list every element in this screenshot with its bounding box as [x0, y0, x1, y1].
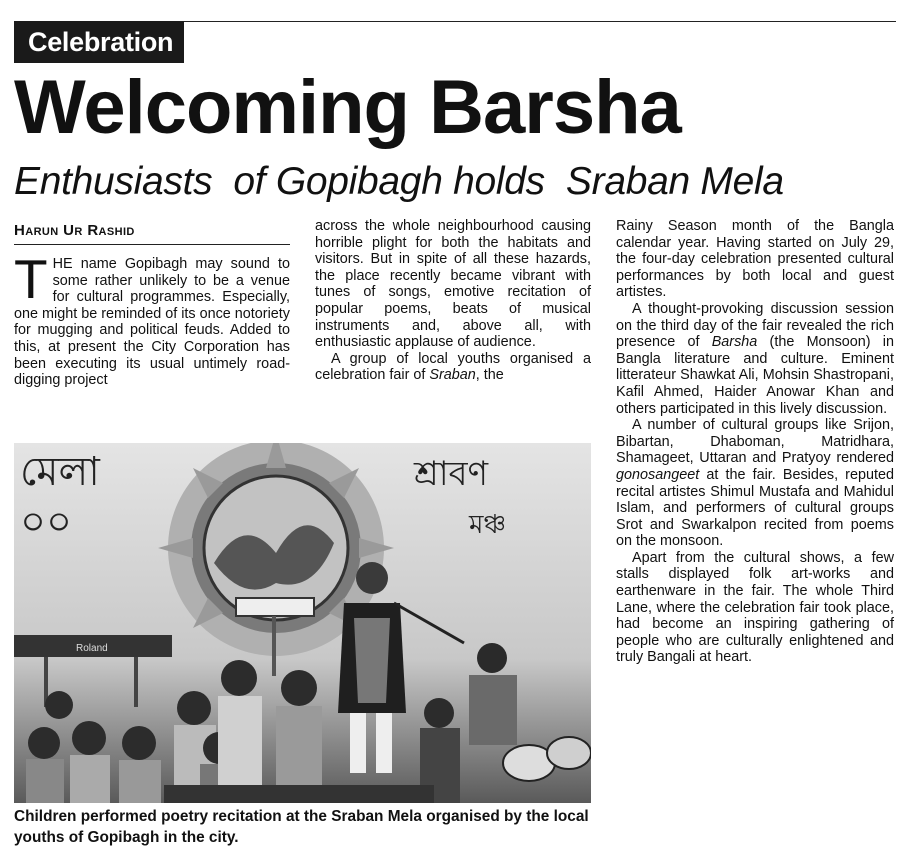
- column-3-paragraph-3: A number of cultural groups like Srijon, Bibartan, Dhaboman, Matridhara, Shamageet, Uttaran and Pratyoy rendered gonosangeet at the fair. Besides, reputed recital artistes Shimul Mustafa and Mahidul Islam, and performers of cultural groups Srot and Swarkalpon recited from poems on the monsoon.: [616, 417, 894, 550]
- article-column-1: [14, 248, 290, 389]
- article-column-2: [315, 218, 591, 384]
- article-column-3: [616, 218, 894, 666]
- banner-right-text: শ্রাবণ: [414, 454, 489, 494]
- drop-cap: T: [14, 248, 48, 310]
- subheadline: Enthusiasts of Gopibagh holds Sraban Mela: [14, 160, 784, 203]
- column-3-paragraph-4: Apart from the cultural shows, a few stalls displayed folk art-works and earthenware in the fair. The whole Third Lane, where the celebration fair took place, had become an inspiring gathering of people who are culturally enlightened and truly Bangali at heart.: [616, 549, 894, 666]
- byline: Harun Ur Rashid: [14, 221, 290, 245]
- column-2-paragraph-1: across the whole neighbourhood causing horrible plight for both the habitats and visitors. But in spite of all these hazards, the place recently became vibrant with tunes of songs, emotive recitation of popular poems, beats of musical instruments and, above all, with enthusiastic applause of audience.: [315, 218, 591, 351]
- svg-text:মঞ্চ: মঞ্চ: [469, 510, 507, 540]
- photo-caption: Children performed poetry recitation at the Sraban Mela organised by the local youths of Gopibagh in the city.: [14, 808, 589, 846]
- column-3-paragraph-1: Rainy Season month of the Bangla calendar year. Having started on July 29, the four-day celebration presented cultural performances by both local and guest artistes.: [616, 218, 894, 301]
- section-label: Celebration: [14, 21, 184, 63]
- headline: Welcoming Barsha: [14, 65, 681, 150]
- event-photo: [14, 443, 591, 803]
- column-1-text: HE name Gopibagh may sound to some rather unlikely to be a venue for cultural programmes. Especially, one might be reminded of its once notoriety for mugging and political feuds. Added to this, at present the City Corporation has been executing its usual untimely road-digging project: [14, 256, 290, 389]
- banner-left-text: মেলা: [20, 449, 100, 495]
- column-3-paragraph-2: A thought-provoking discussion session on the third day of the fair revealed the rich presence of Barsha (the Monsoon) in Bangla literature and culture. Eminent litterateur Shawkat Ali, Mohsin Shastropani, Kafil Ahmed, Haider Anowar Khan and others participated in this lively discussion.: [616, 300, 895, 417]
- svg-text:Roland: Roland: [76, 643, 108, 654]
- photo-illustration: [14, 443, 591, 803]
- svg-text:০০: ০০: [20, 499, 73, 545]
- column-2-paragraph-2: A group of local youths organised a celebration fair of Sraban, the: [315, 350, 591, 384]
